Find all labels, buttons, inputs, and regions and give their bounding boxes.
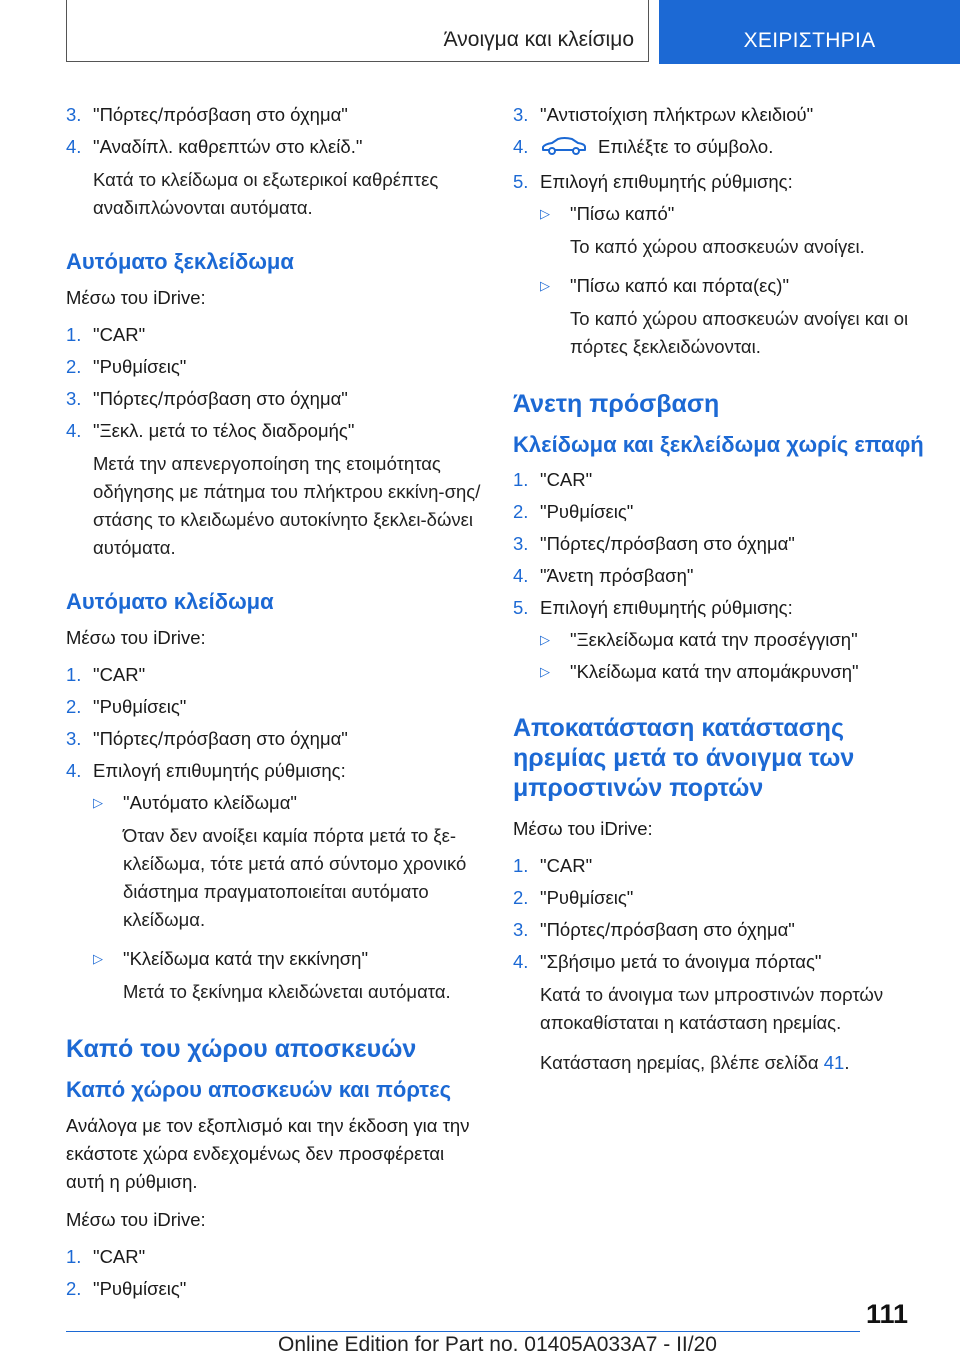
list-text: "CAR" <box>540 469 593 490</box>
triangle-right-icon: ▷ <box>540 664 550 679</box>
list-text: "CAR" <box>93 324 146 345</box>
heading-keyless: Κλείδωμα και ξεκλείδωμα χωρίς επαφή <box>513 432 924 457</box>
item-description: Μετά την απενεργοποίηση της ετοιμότητας οδήγησης με πάτημα του πλήκτρου εκκίνη-σης/στάσης το κλειδωμένο αυτοκίνητο ξεκλει-δώνει αυτόματα. <box>93 453 481 558</box>
list-text: "CAR" <box>540 855 593 876</box>
sub-option-text: "Πίσω καπό και πόρτα(ες)" <box>570 275 790 296</box>
page-number: 111 <box>866 1299 909 1329</box>
ref-end: . <box>844 1052 850 1073</box>
via-idrive: Μέσω του iDrive: <box>66 287 206 308</box>
sub-option-description: Όταν δεν ανοίξει καμία πόρτα μετά το ξε-κλείδωμα, τότε μετά από σύντομο χρονικό διάστημα πραγματοποιείται αυτόματο κλείδωμα. <box>123 825 467 930</box>
list-text: Επιλογή επιθυμητής ρύθμισης: <box>540 597 793 618</box>
list-item <box>66 418 484 444</box>
list-text: "Πόρτες/πρόσβαση στο όχημα" <box>540 919 795 940</box>
list-text: "Πόρτες/πρόσβαση στο όχημα" <box>93 104 348 125</box>
list-item <box>513 885 933 911</box>
list-text: "Ρυθμίσεις" <box>540 887 634 908</box>
list-text: "Σβήσιμο μετά το άνοιγμα πόρτας" <box>540 951 822 972</box>
list-number: 3. <box>66 104 82 125</box>
item-description: Κατά το άνοιγμα των μπροστινών πορτών αποκαθίσταται η κατάσταση ηρεμίας. <box>540 984 884 1033</box>
list-number: 3. <box>513 919 529 940</box>
list-number: 4. <box>66 760 82 781</box>
list-item <box>513 467 933 493</box>
sub-option-text: "Αυτόματο κλείδωμα" <box>123 792 297 813</box>
ref-text: Κατάσταση ηρεμίας, βλέπε σελίδα <box>540 1052 824 1073</box>
list-text: "Πόρτες/πρόσβαση στο όχημα" <box>540 533 795 554</box>
list-number: 1. <box>66 664 82 685</box>
heading-trunk: Καπό του χώρου αποσκευών <box>66 1035 417 1063</box>
list-text: "Αντιστοίχιση πλήκτρων κλειδιού" <box>540 104 814 125</box>
list-text: "CAR" <box>93 664 146 685</box>
list-item <box>66 354 484 380</box>
list-number: 3. <box>66 728 82 749</box>
sub-option-text: "Ξεκλείδωμα κατά την προσέγγιση" <box>570 629 858 650</box>
list-item <box>66 694 484 720</box>
footer-divider <box>66 1331 860 1332</box>
list-number: 4. <box>513 565 529 586</box>
list-item <box>66 726 484 752</box>
triangle-right-icon: ▷ <box>540 632 550 647</box>
triangle-right-icon: ▷ <box>93 951 103 966</box>
left-column <box>66 102 484 1308</box>
list-text: Επιλέξτε το σύμβολο. <box>598 136 774 157</box>
triangle-right-icon: ▷ <box>93 795 103 810</box>
list-item <box>513 499 933 525</box>
list-number: 2. <box>66 696 82 717</box>
list-text: "Ρυθμίσεις" <box>93 696 187 717</box>
list-number: 4. <box>66 136 82 157</box>
list-text: "Αναδίπλ. καθρεπτών στο κλείδ." <box>93 136 363 157</box>
list-number: 1. <box>513 855 529 876</box>
list-item <box>513 102 933 128</box>
list-text: Επιλογή επιθυμητής ρύθμισης: <box>93 760 346 781</box>
list-number: 2. <box>513 887 529 908</box>
item-description <box>513 1049 933 1077</box>
list-item <box>513 134 933 163</box>
heading-auto-lock: Αυτόματο κλείδωμα <box>66 589 274 614</box>
list-item <box>66 1244 484 1270</box>
list-item <box>66 102 484 128</box>
list-number: 1. <box>66 1246 82 1267</box>
sub-option <box>513 627 933 653</box>
sub-option <box>513 201 933 227</box>
triangle-right-icon: ▷ <box>540 206 550 221</box>
list-number: 4. <box>513 136 529 157</box>
list-number: 1. <box>513 469 529 490</box>
car-silhouette-icon <box>540 136 588 163</box>
heading-standby: Αποκατάσταση κατάστασης ηρεμίας μετά το άνοιγμα των μπροστινών πορτών <box>513 714 855 802</box>
list-item <box>513 563 933 589</box>
sub-option <box>66 790 484 816</box>
list-number: 3. <box>513 533 529 554</box>
page-reference-link[interactable]: 41 <box>823 1052 845 1073</box>
list-item <box>66 322 484 348</box>
page-header <box>0 0 960 64</box>
list-text: "Ρυθμίσεις" <box>93 356 187 377</box>
right-column <box>513 102 933 1089</box>
sub-option <box>66 946 484 972</box>
list-number: 2. <box>66 1278 82 1299</box>
list-number: 4. <box>513 951 529 972</box>
heading-auto-unlock: Αυτόματο ξεκλείδωμα <box>66 249 294 274</box>
list-item <box>513 949 933 975</box>
list-number: 2. <box>513 501 529 522</box>
list-item <box>66 134 484 160</box>
section-title: Άνοιγμα και κλείσιμο <box>66 0 649 62</box>
sub-option-description: Το καπό χώρου αποσκευών ανοίγει και οι πόρτες ξεκλειδώνονται. <box>570 308 909 357</box>
list-number: 5. <box>513 597 529 618</box>
sub-option <box>513 659 933 685</box>
list-number: 3. <box>513 104 529 125</box>
sub-option-text: "Κλείδωμα κατά την εκκίνηση" <box>123 948 369 969</box>
item-description: Κατά το κλείδωμα οι εξωτερικοί καθρέπτες αναδιπλώνονται αυτόματα. <box>93 169 439 218</box>
list-text: "Ρυθμίσεις" <box>93 1278 187 1299</box>
list-item <box>513 531 933 557</box>
list-number: 5. <box>513 171 529 192</box>
via-idrive: Μέσω του iDrive: <box>66 627 206 648</box>
list-item <box>513 169 933 195</box>
sub-option-text: "Κλείδωμα κατά την απομάκρυνση" <box>570 661 859 682</box>
heading-comfort-access: Άνετη πρόσβαση <box>513 390 720 418</box>
list-number: 3. <box>66 388 82 409</box>
via-idrive: Μέσω του iDrive: <box>66 1209 206 1230</box>
list-text: "Πόρτες/πρόσβαση στο όχημα" <box>93 728 348 749</box>
list-text: Επιλογή επιθυμητής ρύθμισης: <box>540 171 793 192</box>
sub-option-description: Το καπό χώρου αποσκευών ανοίγει. <box>570 236 865 257</box>
list-item <box>66 758 484 784</box>
list-item <box>513 853 933 879</box>
list-item <box>513 917 933 943</box>
list-text: "Πόρτες/πρόσβαση στο όχημα" <box>93 388 348 409</box>
heading-trunk-doors: Καπό χώρου αποσκευών και πόρτες <box>66 1077 452 1102</box>
trunk-paragraph: Ανάλογα με τον εξοπλισμό και την έκδοση για την εκάστοτε χώρα ενδεχομένως δεν προσφέρεται αυτή η ρύθμιση. <box>66 1115 470 1192</box>
list-text: "Ξεκλ. μετά το τέλος διαδρομής" <box>93 420 355 441</box>
list-item <box>66 386 484 412</box>
via-idrive: Μέσω του iDrive: <box>513 818 653 839</box>
chapter-tab[interactable]: ΧΕΙΡΙΣΤΗΡΙΑ <box>659 0 960 64</box>
list-item <box>513 595 933 621</box>
sub-option <box>513 273 933 299</box>
footer-edition: Online Edition for Part no. 01405A033A7 - II/20 <box>278 1333 717 1356</box>
list-text: "Ρυθμίσεις" <box>540 501 634 522</box>
list-item <box>66 1276 484 1302</box>
triangle-right-icon: ▷ <box>540 278 550 293</box>
sub-option-text: "Πίσω καπό" <box>570 203 675 224</box>
list-number: 4. <box>66 420 82 441</box>
list-item <box>66 662 484 688</box>
list-number: 1. <box>66 324 82 345</box>
list-text: "Άνετη πρόσβαση" <box>540 565 694 586</box>
list-number: 2. <box>66 356 82 377</box>
list-text: "CAR" <box>93 1246 146 1267</box>
sub-option-description: Μετά το ξεκίνημα κλειδώνεται αυτόματα. <box>123 981 451 1002</box>
